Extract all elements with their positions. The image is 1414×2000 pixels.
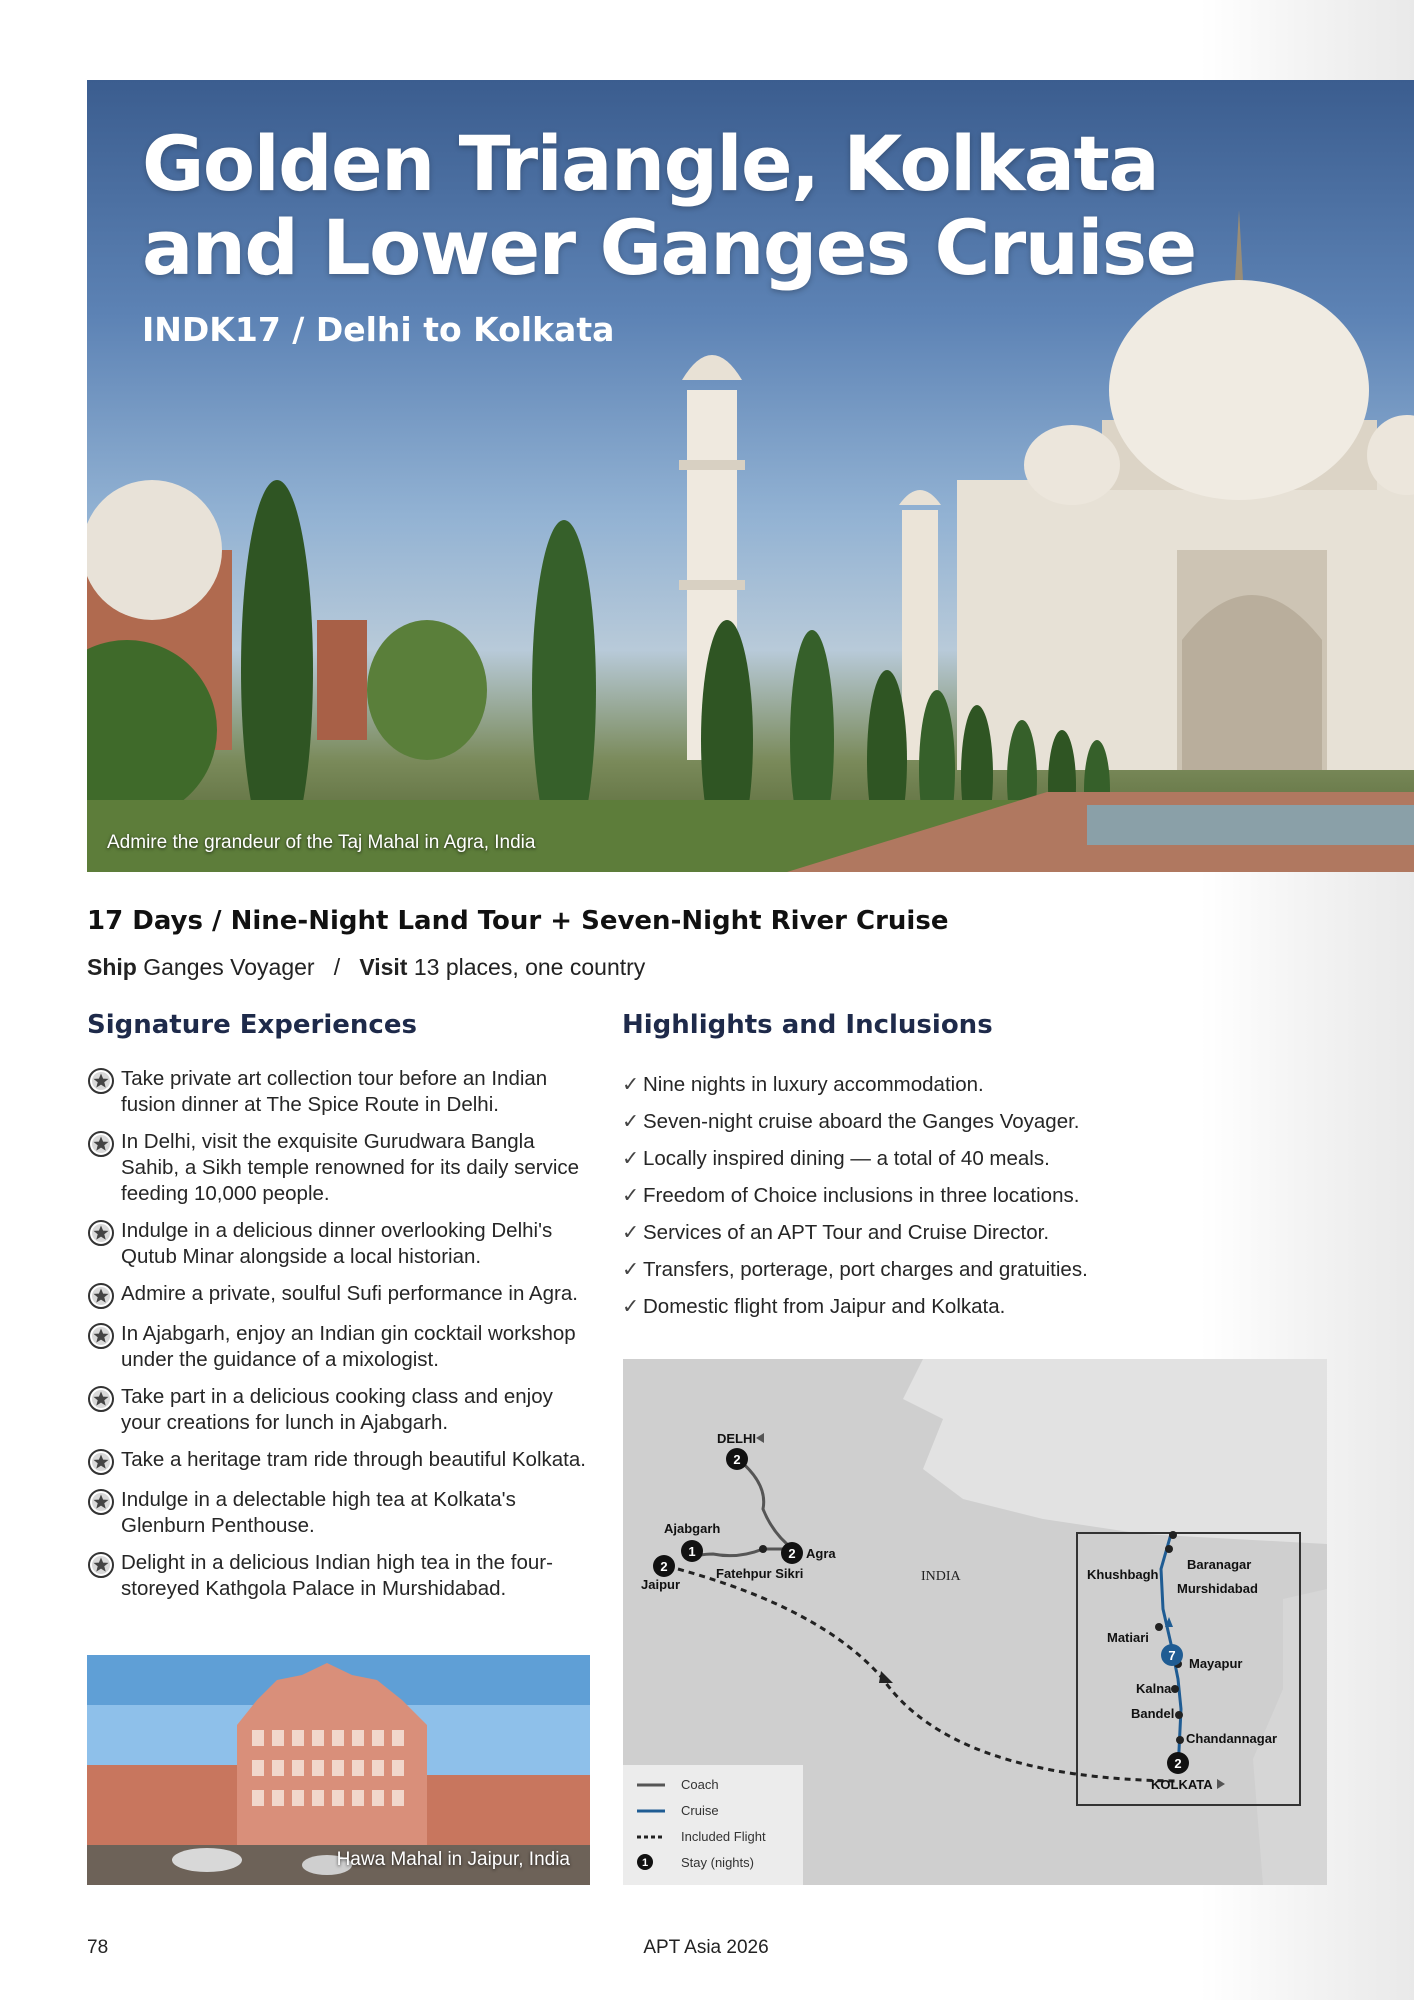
star-badge-icon <box>87 1067 115 1095</box>
map-legend <box>623 1765 803 1885</box>
star-badge-icon <box>87 1488 115 1516</box>
signature-item <box>87 1550 597 1602</box>
svg-text:7: 7 <box>1168 1648 1176 1663</box>
highlight-item <box>622 1251 1088 1288</box>
route-map <box>623 1359 1327 1885</box>
label-murshidabad: Murshidabad <box>1177 1581 1258 1596</box>
legend-coach <box>637 1777 719 1792</box>
visit-label: Visit <box>359 954 408 980</box>
label-bandel: Bandel <box>1131 1706 1175 1721</box>
svg-text:1: 1 <box>641 1857 649 1869</box>
highlight-item-text: Seven-night cruise aboard the Ganges Voyager. <box>643 1110 1080 1133</box>
signature-item <box>87 1487 597 1539</box>
stay-marker-kolkata <box>1167 1752 1189 1774</box>
stay-marker-cruise <box>1161 1644 1183 1666</box>
label-mayapur: Mayapur <box>1189 1656 1243 1671</box>
check-icon: ✓ <box>622 1258 640 1281</box>
svg-text:2: 2 <box>788 1546 796 1561</box>
star-badge-icon <box>87 1282 115 1310</box>
tour-duration: 17 Days / Nine-Night Land Tour + Seven-Night River Cruise <box>87 906 949 936</box>
star-badge-icon <box>87 1219 115 1247</box>
hero-photo <box>87 80 1414 872</box>
star-badge-icon <box>87 1322 115 1350</box>
check-icon: ✓ <box>622 1295 640 1318</box>
stay-marker-delhi <box>726 1448 748 1470</box>
legend-stay-label: Stay (nights) <box>681 1854 754 1870</box>
highlight-item <box>622 1066 1088 1103</box>
signature-item-text: Take private art collection tour before an Indian fusion dinner at The Spice Route in Delhi. <box>121 1067 548 1116</box>
label-baranagar: Baranagar <box>1187 1557 1252 1572</box>
check-icon: ✓ <box>622 1110 640 1133</box>
hero-caption: Admire the grandeur of the Taj Mahal in Agra, India <box>107 832 536 853</box>
separator: / <box>333 954 341 980</box>
signature-item-text: In Ajabgarh, enjoy an Indian gin cocktail workshop under the guidance of a mixologist. <box>121 1322 576 1371</box>
legend-coach-label: Coach <box>681 1777 719 1792</box>
signature-item-text: Take part in a delicious cooking class and enjoy your creations for lunch in Ajabgarh. <box>121 1385 553 1434</box>
svg-text:2: 2 <box>733 1452 741 1467</box>
stay-marker-icon <box>637 1853 665 1871</box>
signature-item <box>87 1281 597 1310</box>
legend-stay <box>637 1853 754 1871</box>
highlight-item-text: Freedom of Choice inclusions in three locations. <box>643 1184 1080 1207</box>
legend-cruise <box>637 1803 719 1818</box>
stay-marker-jaipur <box>653 1555 675 1577</box>
highlight-item <box>622 1177 1088 1214</box>
highlight-item <box>622 1288 1088 1325</box>
label-jaipur: Jaipur <box>641 1577 681 1592</box>
label-khushbagh: Khushbagh <box>1087 1567 1159 1582</box>
label-country: INDIA <box>921 1569 961 1584</box>
star-badge-icon <box>87 1385 115 1413</box>
check-icon: ✓ <box>622 1221 640 1244</box>
publication-name: APT Asia 2026 <box>643 1937 769 1958</box>
highlight-item <box>622 1140 1088 1177</box>
hawa-mahal-photo <box>87 1655 590 1885</box>
label-delhi: DELHI <box>717 1431 756 1446</box>
highlights-heading: Highlights and Inclusions <box>622 1010 993 1040</box>
highlights-list <box>622 1066 1088 1325</box>
coach-line-icon <box>637 1782 665 1788</box>
ship-name: Ganges Voyager <box>143 954 315 980</box>
stay-marker-ajabgarh <box>681 1540 703 1562</box>
signature-item-text: Delight in a delicious Indian high tea in the four-storeyed Kathgola Palace in Murshidabad. <box>121 1551 553 1600</box>
label-matiari: Matiari <box>1107 1630 1149 1645</box>
signature-item <box>87 1447 597 1476</box>
label-chandannagar: Chandannagar <box>1186 1731 1278 1746</box>
label-kalna: Kalna <box>1136 1681 1172 1696</box>
signature-item-text: In Delhi, visit the exquisite Gurudwara Bangla Sahib, a Sikh temple renowned for its daily service feeding 10,000 people. <box>121 1130 580 1205</box>
stay-marker-agra <box>781 1542 803 1564</box>
svg-text:2: 2 <box>1174 1756 1182 1771</box>
highlight-item <box>622 1103 1088 1140</box>
signature-item <box>87 1129 597 1207</box>
publication-footer <box>0 1937 1414 1959</box>
signature-item-text: Indulge in a delectable high tea at Kolkata's Glenburn Penthouse. <box>121 1488 516 1537</box>
check-icon: ✓ <box>622 1184 640 1207</box>
svg-text:2: 2 <box>660 1559 668 1574</box>
hawa-caption: Hawa Mahal in Jaipur, India <box>336 1849 570 1870</box>
svg-text:1: 1 <box>688 1544 696 1559</box>
ship-visit-line <box>87 954 645 981</box>
label-fatehpur: Fatehpur Sikri <box>716 1566 804 1581</box>
page-title: Golden Triangle, Kolkata and Lower Ganges Cruise <box>142 119 1196 292</box>
page-number: 78 <box>87 1937 109 1958</box>
highlight-item-text: Services of an APT Tour and Cruise Director. <box>643 1221 1050 1244</box>
signature-item <box>87 1218 597 1270</box>
star-badge-icon <box>87 1551 115 1579</box>
signature-item <box>87 1384 597 1436</box>
cruise-line-icon <box>637 1808 665 1814</box>
check-icon: ✓ <box>622 1147 640 1170</box>
signature-item-text: Indulge in a delicious dinner overlooking Delhi's Qutub Minar alongside a local historian. <box>121 1219 553 1268</box>
flight-line-icon <box>637 1834 665 1840</box>
label-ajabgarh: Ajabgarh <box>664 1521 721 1536</box>
legend-flight-label: Included Flight <box>681 1829 766 1844</box>
highlight-item-text: Locally inspired dining — a total of 40 meals. <box>643 1147 1050 1170</box>
visit-value: 13 places, one country <box>413 954 646 980</box>
ship-label: Ship <box>87 954 137 980</box>
highlight-item-text: Nine nights in luxury accommodation. <box>643 1073 984 1096</box>
legend-cruise-label: Cruise <box>681 1803 719 1818</box>
label-kolkata: KOLKATA <box>1151 1777 1213 1792</box>
legend-flight <box>637 1829 766 1844</box>
signature-item <box>87 1066 597 1118</box>
highlight-item-text: Domestic flight from Jaipur and Kolkata. <box>643 1295 1006 1318</box>
star-badge-icon <box>87 1448 115 1476</box>
signature-item-text: Take a heritage tram ride through beautiful Kolkata. <box>121 1448 586 1471</box>
highlight-item-text: Transfers, porterage, port charges and gratuities. <box>643 1258 1088 1281</box>
signature-item-text: Admire a private, soulful Sufi performance in Agra. <box>121 1282 578 1305</box>
signature-heading: Signature Experiences <box>87 1010 417 1040</box>
signature-list <box>87 1066 597 1613</box>
star-badge-icon <box>87 1130 115 1158</box>
check-icon: ✓ <box>622 1073 640 1096</box>
tour-code-subtitle: INDK17 / Delhi to Kolkata <box>142 310 615 349</box>
label-agra: Agra <box>806 1546 836 1561</box>
highlight-item <box>622 1214 1088 1251</box>
signature-item <box>87 1321 597 1373</box>
